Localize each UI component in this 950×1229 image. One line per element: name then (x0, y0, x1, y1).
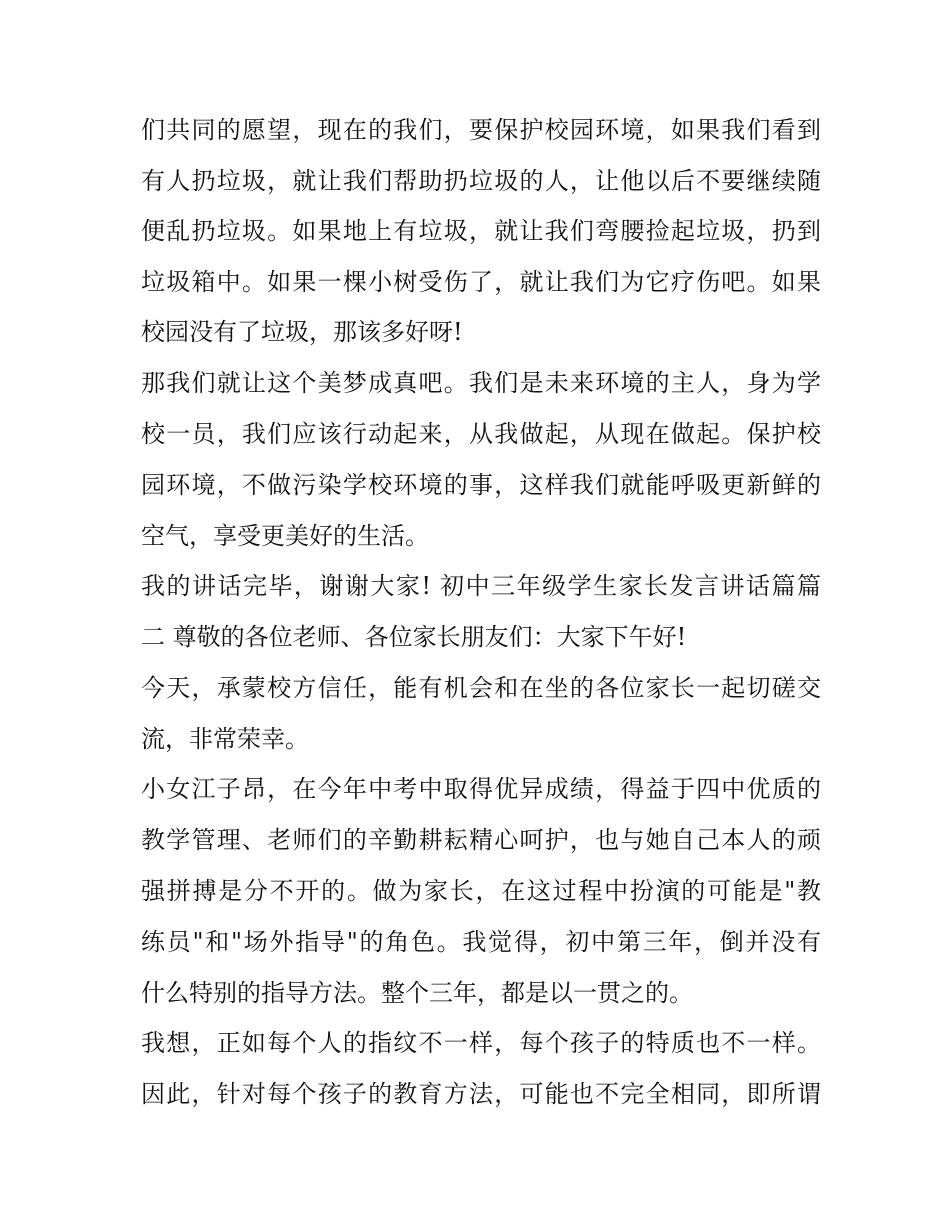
text-line: 教学管理、老师们的辛勤耕耘精心呵护，也与她自己本人的顽 (141, 826, 821, 854)
text-line: 校园没有了垃圾，那该多好呀! (141, 318, 463, 346)
text-line: 那我们就让这个美梦成真吧。我们是未来环境的主人，身为学 (141, 369, 821, 397)
text-line: 什么特别的指导方法。整个三年，都是以一贯之的。 (141, 979, 693, 1007)
text-line: 垃圾箱中。如果一棵小树受伤了，就让我们为它疗伤吧。如果 (141, 268, 821, 296)
text-line: 校一员，我们应该行动起来，从我做起，从现在做起。保护校 (141, 420, 821, 448)
text-line: 我想，正如每个人的指纹不一样，每个孩子的特质也不一样。 (141, 1029, 821, 1057)
text-line: 空气，享受更美好的生活。 (141, 522, 429, 550)
text-line: 园环境，不做污染学校环境的事，这样我们就能呼吸更新鲜的 (141, 471, 821, 499)
text-line: 流，非常荣幸。 (141, 725, 309, 753)
text-line: 们共同的愿望，现在的我们，要保护校园环境，如果我们看到 (141, 116, 821, 144)
text-line: 有人扔垃圾，就让我们帮助扔垃圾的人，让他以后不要继续随 (141, 167, 821, 195)
text-line: 因此，针对每个孩子的教育方法，可能也不完全相同，即所谓 (141, 1080, 821, 1108)
text-line: 小女江子昂，在今年中考中取得优异成绩，得益于四中优质的 (141, 775, 821, 803)
text-line: 强拼搏是分不开的。做为家长，在这过程中扮演的可能是"教 (141, 877, 821, 905)
text-line: 便乱扔垃圾。如果地上有垃圾，就让我们弯腰捡起垃圾，扔到 (141, 217, 821, 245)
text-line: 练员"和"场外指导"的角色。我觉得，初中第三年，倒并没有 (141, 928, 821, 956)
text-line: 今天，承蒙校方信任，能有机会和在坐的各位家长一起切磋交 (141, 674, 821, 702)
text-line: 二 尊敬的各位老师、各位家长朋友们：大家下午好! (141, 623, 687, 651)
text-line: 我的讲话完毕，谢谢大家! 初中三年级学生家长发言讲话篇篇 (141, 572, 821, 600)
